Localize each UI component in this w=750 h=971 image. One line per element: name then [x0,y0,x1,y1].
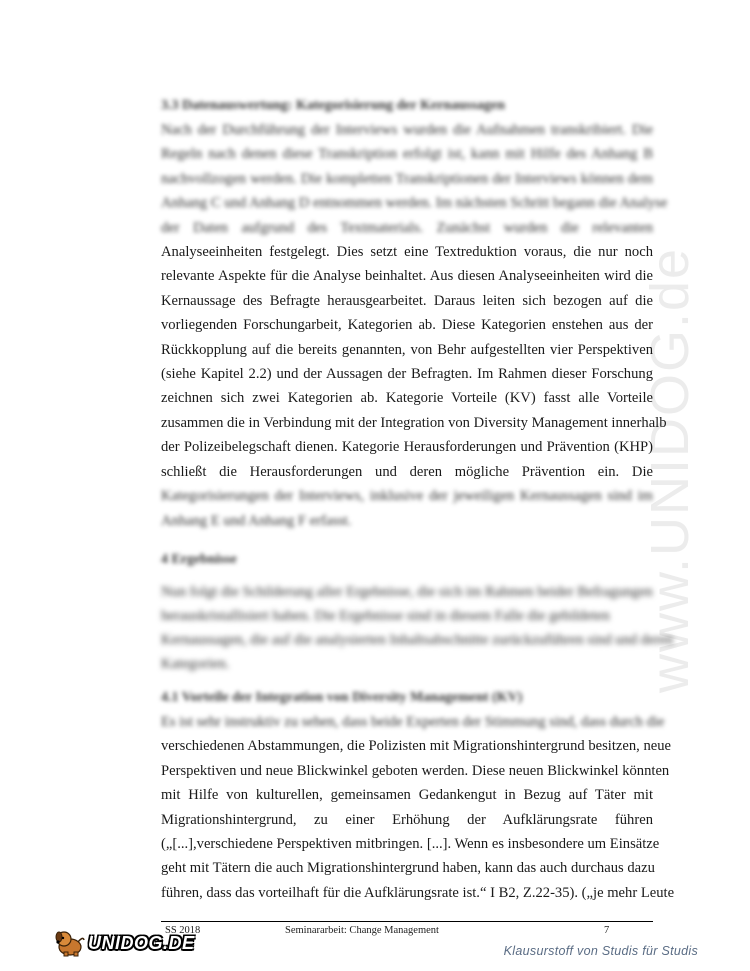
text-line: zusammen die in Verbindung mit der Integration von Diversity Management innerhalb [161,414,667,431]
text-line: führen, dass das vorteilhaft für die Aufklärungsrate ist.“ I B2, Z.22-35). („je mehr Leute [161,884,675,901]
text-line: Perspektiven und neue Blickwinkel geboten werden. Diese neuen Blickwinkel könnten [161,762,670,779]
text-line: Kategorien. [161,656,230,672]
text-line: schließt die Herausforderungen und deren mögliche Prävention ein. Die [161,463,653,480]
paragraph-3-3 [161,118,668,533]
unidog-logo [52,928,195,958]
text-line: verschiedenen Abstammungen, die Polizisten mit Migrationshintergrund besitzen, neue [161,738,671,755]
footer-semester: SS 2018 [165,925,201,936]
text-line: („[...],verschiedene Perspektiven mitbringen. [...]. Wenn es insbesondere um Einsätze [161,836,660,853]
text-line: mit Hilfe von kulturellen, gemeinsamen Gedankengut in Bezug auf Täter mit [161,787,653,804]
text-line: Nun folgt die Schilderung aller Ergebnisse, die sich im Rahmen beider Befragungen [161,584,653,600]
text-line: Anhang E und Anhang F erfasst. [161,512,352,529]
tagline: Klausurstoff von Studis für Studis [503,944,698,958]
section-heading-4-1: 4.1 Vorteile der Integration von Diversity Management (KV) [161,690,523,705]
text-line: Kernaussagen, die auf die analysierten Inhaltsabschnitte zurückzuführen sind und deren [161,632,674,648]
text-line: der Daten aufgrund des Textmaterials. Zunächst wurden die relevanten [161,219,653,236]
text-line: Regeln nach denen diese Transkription erfolgt ist, kann mit Hilfe des Anhang B [161,146,653,163]
dog-mascot-icon [52,928,86,958]
text-line: nachvollzogen werden. Die kompletten Transkriptionen der Interviews können dem [161,170,653,187]
paragraph-4-1 [161,710,675,905]
text-line: Analyseeinheiten festgelegt. Dies setzt eine Textreduktion voraus, die nur noch [161,244,653,261]
logo-text: UNIDOG.DE [88,932,195,953]
section-heading-4: 4 Ergebnisse [161,552,237,567]
text-line: Es ist sehr instruktiv zu sehen, dass beide Experten der Stimmung sind, dass durch die [161,714,665,730]
text-line: Anhang C und Anhang D entnommen werden. Im nächsten Schritt begann die Analyse [161,195,668,212]
text-line: relevante Aspekte für die Analyse beinhaltet. Aus diesen Analyseeinheiten wird die [161,268,653,285]
text-line: vorliegenden Forschungarbeit, Kategorien ab. Diese Kategorien enstehen aus der [161,317,653,334]
footer-page-number: 7 [604,925,610,936]
text-line: zeichnen sich zwei Kategorien ab. Kategorie Vorteile (KV) fasst alle Vorteile [161,390,653,407]
text-line: herauskristallisiert haben. Die Ergebnisse sind in diesem Falle die gebildeten [161,608,610,624]
footer-title: Seminararbeit: Change Management [285,925,439,936]
paragraph-4 [161,580,674,676]
section-heading-3-3: 3.3 Datenauswertung: Kategorisierung der Kernaussagen [161,98,505,113]
text-line: geht mit Tätern die auch Migrationshintergrund haben, kann das auch durchaus dazu [161,860,655,877]
text-line: der Polizeibelegschaft dienen. Kategorie Herausforderungen und Prävention (KHP) [161,439,653,456]
text-line: (siehe Kapitel 2.2) und der Aussagen der Befragten. Im Rahmen dieser Forschung [161,366,653,383]
text-line: Nach der Durchführung der Interviews wurden die Aufnahmen transkribiert. Die [161,122,653,138]
text-line: Kategorisierungen der Interviews, inklusive der jeweiligen Kernaussagen sind im [161,488,653,505]
text-line: Migrationshintergrund, zu einer Erhöhung der Aufklärungsrate führen [161,811,653,828]
footer-divider [161,921,653,922]
watermark-text: www.UNIDOG.de [640,246,700,694]
text-line: Kernaussage des Befragte herausgearbeitet. Daraus leiten sich bezogen auf die [161,292,653,309]
text-line: Rückkopplung auf die bereits genannten, von Behr aufgestellten vier Perspektiven [161,341,653,358]
